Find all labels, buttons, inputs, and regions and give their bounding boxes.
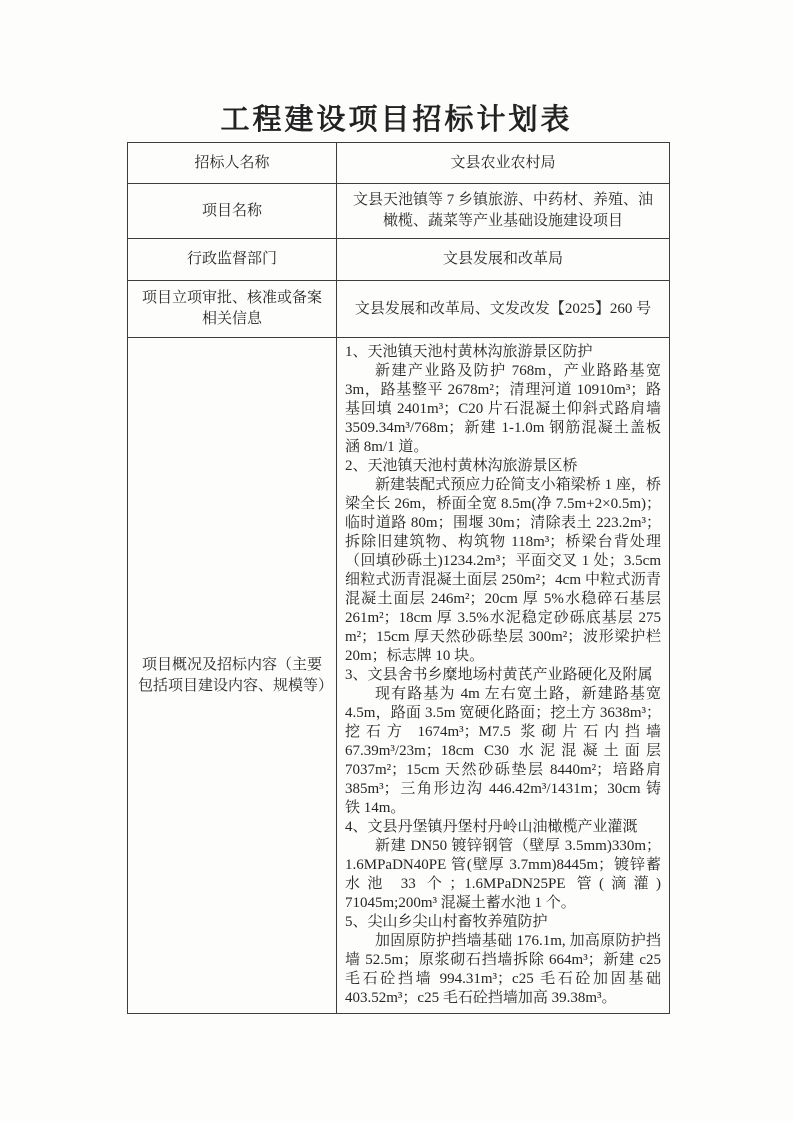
overview-item-body: 新建 DN50 镀锌钢管（壁厚 3.5mm)330m；1.6MPaDN40PE 管(壁厚 3.7mm)8445m；镀锌蓄水池 33 个；1.6MPaDN25PE 管(滴灌) 71045m;200m³ 混凝土蓄水池 1 个。 <box>345 838 661 911</box>
overview-item-body: 现有路基为 4m 左右宽土路，新建路基宽 4.5m，路面 3.5m 宽硬化路面；挖土方 3638m³；挖石方 1674m³；M7.5 浆砌片石内挡墙 67.39m³/23m；18cm C30 水泥混凝土面层 7037m²；15cm 天然砂砾垫层 8440m²；培路肩 385m³；三角形边沟 446.42m³/1431m；30cm 铸铁 14m。 <box>345 686 661 816</box>
overview-item-heading: 5、尖山乡尖山村畜牧养殖防护 <box>345 914 548 930</box>
overview-item-heading: 2、天池镇天池村黄林沟旅游景区桥 <box>345 458 578 474</box>
overview-item-5 <box>345 913 661 1008</box>
approval-info-label: 项目立项审批、核准或备案相关信息 <box>128 281 337 338</box>
page-title: 工程建设项目招标计划表 <box>220 104 573 136</box>
table-row-supervising-dept <box>128 239 670 281</box>
table-row-bidder <box>128 143 670 184</box>
approval-info-value: 文县发展和改革局、文发改发【2025】260 号 <box>337 281 670 338</box>
project-name-label: 项目名称 <box>128 184 337 239</box>
overview-item-heading: 4、文县丹堡镇丹堡村丹岭山油橄榄产业灌溉 <box>345 819 638 835</box>
bidding-plan-table <box>127 142 670 1014</box>
table-row-project-overview <box>128 338 670 1014</box>
overview-item-heading: 1、天池镇天池村黄林沟旅游景区防护 <box>345 344 593 360</box>
overview-item-heading: 3、文县舍书乡糜地场村黄芪产业路硬化及附属 <box>345 667 653 683</box>
overview-item-body: 新建产业路及防护 768m，产业路路基宽 3m，路基整平 2678m²；清理河道 10910m³；路基回填 2401m³；C20 片石混凝土仰斜式路肩墙 3509.34m³/768m；新建 1-1.0m 钢筋混凝土盖板涵 8m/1 道。 <box>345 363 661 455</box>
overview-item-body: 加固原防护挡墙基础 176.1m, 加高原防护挡墙 52.5m；原浆砌石挡墙拆除 664m³；新建 c25 毛石砼挡墙 994.31m³；c25 毛石砼加固基础 403.52m³；c25 毛石砼挡墙加高 39.38m³。 <box>345 933 661 1006</box>
overview-item-body: 新建装配式预应力砼简支小箱梁桥 1 座，桥梁全长 26m，桥面全宽 8.5m(净 7.5m+2×0.5m)；临时道路 80m；围堰 30m；清除表土 223.2m³；拆除旧建筑物、构筑物 118m³；桥梁台背处理（回填砂砾土)1234.2m³；平面交叉 1 处；3.5cm 细粒式沥青混凝土面层 250m²；4cm 中粒式沥青混凝土面层 246m²；20cm 厚 5%水稳碎石基层 261m²；18cm 厚 3.5%水泥稳定砂砾底基层 275 m²；15cm 厚天然砂砾垫层 300m²；波形梁护栏 20m；标志牌 10 块。 <box>345 477 661 664</box>
overview-item-1 <box>345 343 661 457</box>
overview-item-2 <box>345 457 661 666</box>
table-row-project-name <box>128 184 670 239</box>
supervising-dept-value: 文县发展和改革局 <box>337 239 670 281</box>
project-overview-label: 项目概况及招标内容（主要包括项目建设内容、规模等） <box>128 338 337 1014</box>
supervising-dept-label: 行政监督部门 <box>128 239 337 281</box>
project-name-value: 文县天池镇等 7 乡镇旅游、中药材、养殖、油橄榄、蔬菜等产业基础设施建设项目 <box>337 184 670 239</box>
bidder-name-value: 文县农业农村局 <box>337 143 670 184</box>
bidder-name-label: 招标人名称 <box>128 143 337 184</box>
overview-item-3 <box>345 666 661 818</box>
project-overview-content <box>337 338 670 1014</box>
overview-item-4 <box>345 818 661 913</box>
table-row-approval-info <box>128 281 670 338</box>
